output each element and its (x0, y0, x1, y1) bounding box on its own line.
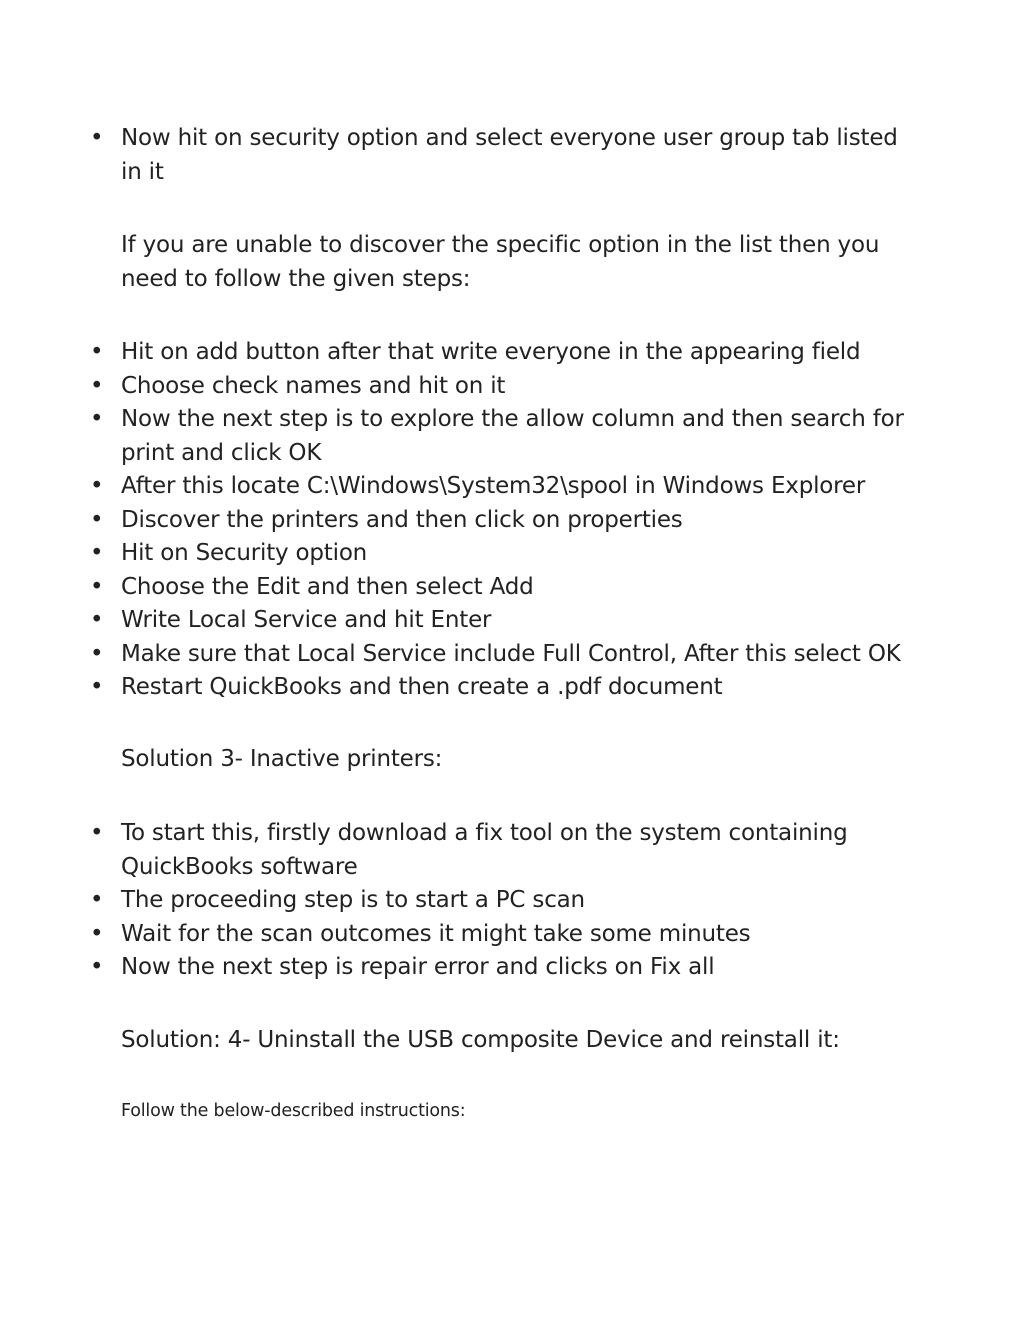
list-item (90, 918, 911, 952)
bullet-icon: • (90, 640, 104, 667)
list-item-text: Hit on add button after that write everyone in the appearing field (121, 339, 861, 365)
bullet-icon: • (90, 473, 104, 499)
list-item-text: Wait for the scan outcomes it might take some minutes (121, 920, 751, 947)
bullet-icon: • (90, 674, 104, 700)
list-item (90, 951, 911, 985)
list-item-text: Choose the Edit and then select Add (121, 573, 534, 600)
paragraph-text: Follow the below-described instructions: (121, 1101, 466, 1121)
bullet-icon: • (90, 573, 104, 600)
list-item-text: Make sure that Local Service include Full Control, After this select OK (121, 640, 901, 667)
list-item-text: Choose check names and hit on it (121, 372, 506, 399)
list-item-text: To start this, firstly download a fix tool on the system containing QuickBooks software (121, 820, 848, 880)
bullet-icon: • (90, 887, 104, 913)
instruction-paragraph (121, 229, 911, 296)
bullet-icon: • (90, 920, 104, 947)
bullet-list-steps (90, 336, 911, 705)
bullet-icon: • (90, 954, 104, 980)
list-item-text: Discover the printers and then click on properties (121, 506, 683, 533)
list-item (90, 370, 911, 404)
bullet-icon: • (90, 540, 104, 566)
heading-text: Solution: 4- Uninstall the USB composite Device and reinstall it: (121, 1027, 840, 1053)
list-item (90, 336, 911, 370)
list-item (90, 638, 911, 672)
list-item-text: After this locate C:\Windows\System32\spool in Windows Explorer (121, 473, 866, 499)
bullet-icon: • (90, 406, 104, 432)
heading-text: Solution 3- Inactive printers: (121, 746, 443, 772)
list-item (90, 884, 911, 918)
list-item (90, 470, 911, 504)
list-item-text: Hit on Security option (121, 540, 368, 566)
list-item-text: Write Local Service and hit Enter (121, 607, 492, 633)
bullet-icon: • (90, 372, 104, 399)
bullet-list-security (90, 122, 911, 189)
paragraph-text: If you are unable to discover the specific option in the list then you need to follow the given steps: (121, 232, 880, 292)
bullet-icon: • (90, 339, 104, 365)
list-item-text: The proceeding step is to start a PC scan (121, 887, 585, 913)
bullet-icon: • (90, 506, 104, 533)
list-item-text: Now the next step is repair error and clicks on Fix all (121, 954, 715, 980)
list-item (90, 122, 911, 189)
list-item-text: Now hit on security option and select everyone user group tab listed in it (121, 125, 898, 185)
list-item (90, 671, 911, 705)
list-item (90, 504, 911, 538)
list-item (90, 817, 911, 884)
list-item (90, 403, 911, 470)
list-item-text: Now the next step is to explore the allow column and then search for print and click OK (121, 406, 904, 466)
section-heading-solution-4 (121, 1024, 911, 1058)
list-item (90, 537, 911, 571)
bullet-icon: • (90, 607, 104, 633)
bullet-icon: • (90, 125, 104, 151)
bullet-list-fix-tool (90, 817, 911, 985)
list-item (90, 604, 911, 638)
instruction-paragraph-small (121, 1099, 911, 1123)
list-item-text: Restart QuickBooks and then create a .pdf document (121, 674, 723, 700)
bullet-icon: • (90, 820, 104, 846)
section-heading-solution-3 (121, 743, 911, 777)
list-item (90, 571, 911, 605)
